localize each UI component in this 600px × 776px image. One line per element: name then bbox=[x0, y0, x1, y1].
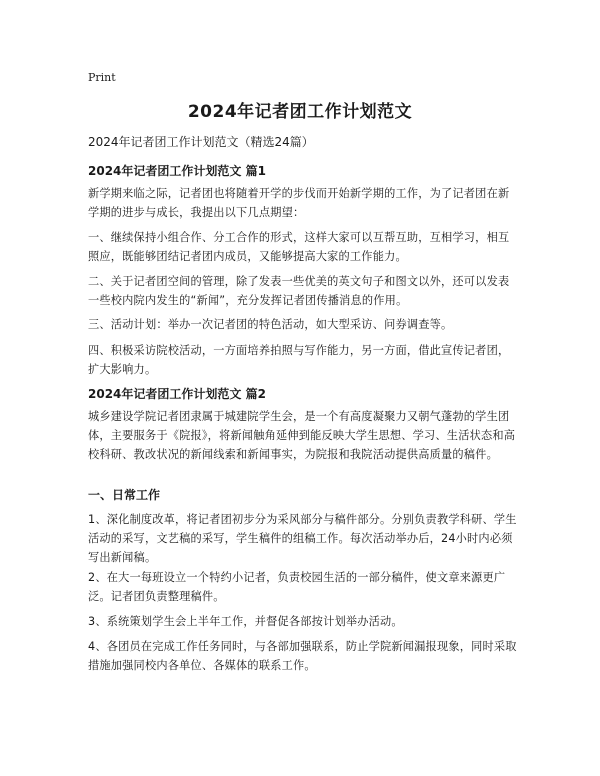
document-subtitle: 2024年记者团工作计划范文（精选24篇） bbox=[88, 135, 314, 149]
section1-paragraph: 一、继续保持小组合作、分工合作的形式，这样大家可以互帮互助，互相学习，相互照应，既能够团结记者团内成员，又能够提高大家的工作能力。 bbox=[88, 231, 510, 263]
section2-item: 1、深化制度改革，将记者团初步分为采风部分与稿件部分。分别负责教学科研、学生活动的采写，文艺稿的采写，学生稿件的组稿工作。每次活动举办后，24小时内必须写出新闻稿。 bbox=[88, 513, 517, 564]
section2-item: 3、系统策划学生会上半年工作，并督促各部按计划举办活动。 bbox=[88, 615, 403, 628]
section2-item: 4、各团员在完成工作任务同时，与各部加强联系，防止学院新闻漏报现象，同时采取措施加强同校内各单位、各媒体的联系工作。 bbox=[88, 640, 517, 672]
section2-heading: 2024年记者团工作计划范文 篇2 bbox=[88, 387, 266, 401]
section2-intro: 城乡建设学院记者团隶属于城建院学生会，是一个有高度凝聚力又朝气蓬勃的学生团体，主要服务于《院报》，将新闻触角延伸到能反映大学生思想、学习、生活状态和高校科研、教改状况的新闻线索和新闻事实，为院报和我院活动提供高质量的稿件。 bbox=[88, 410, 516, 461]
section2-item: 2、在大一每班设立一个特约小记者，负责校园生活的一部分稿件，使文章来源更广泛。记者团负责整理稿件。 bbox=[88, 571, 506, 603]
section2-subheading: 一、日常工作 bbox=[88, 488, 161, 502]
section1-heading: 2024年记者团工作计划范文 篇1 bbox=[88, 164, 266, 178]
document-title: 2024年记者团工作计划范文 bbox=[187, 102, 413, 122]
section1-paragraph: 二、关于记者团空间的管理，除了发表一些优美的英文句子和图文以外，还可以发表一些校内院内发生的“新闻”，充分发挥记者团传播消息的作用。 bbox=[88, 275, 510, 307]
print-label[interactable]: Print bbox=[88, 71, 116, 84]
section1-paragraph: 新学期来临之际，记者团也将随着开学的步伐而开始新学期的工作，为了记者团在新学期的进步与成长，我提出以下几点期望： bbox=[88, 187, 510, 219]
section1-paragraph: 三、活动计划：举办一次记者团的特色活动，如大型采访、问券调查等。 bbox=[88, 318, 453, 331]
section1-paragraph: 四、积极采访院校活动，一方面培养拍照与写作能力，另一方面，借此宣传记者团，扩大影响力。 bbox=[88, 344, 510, 376]
